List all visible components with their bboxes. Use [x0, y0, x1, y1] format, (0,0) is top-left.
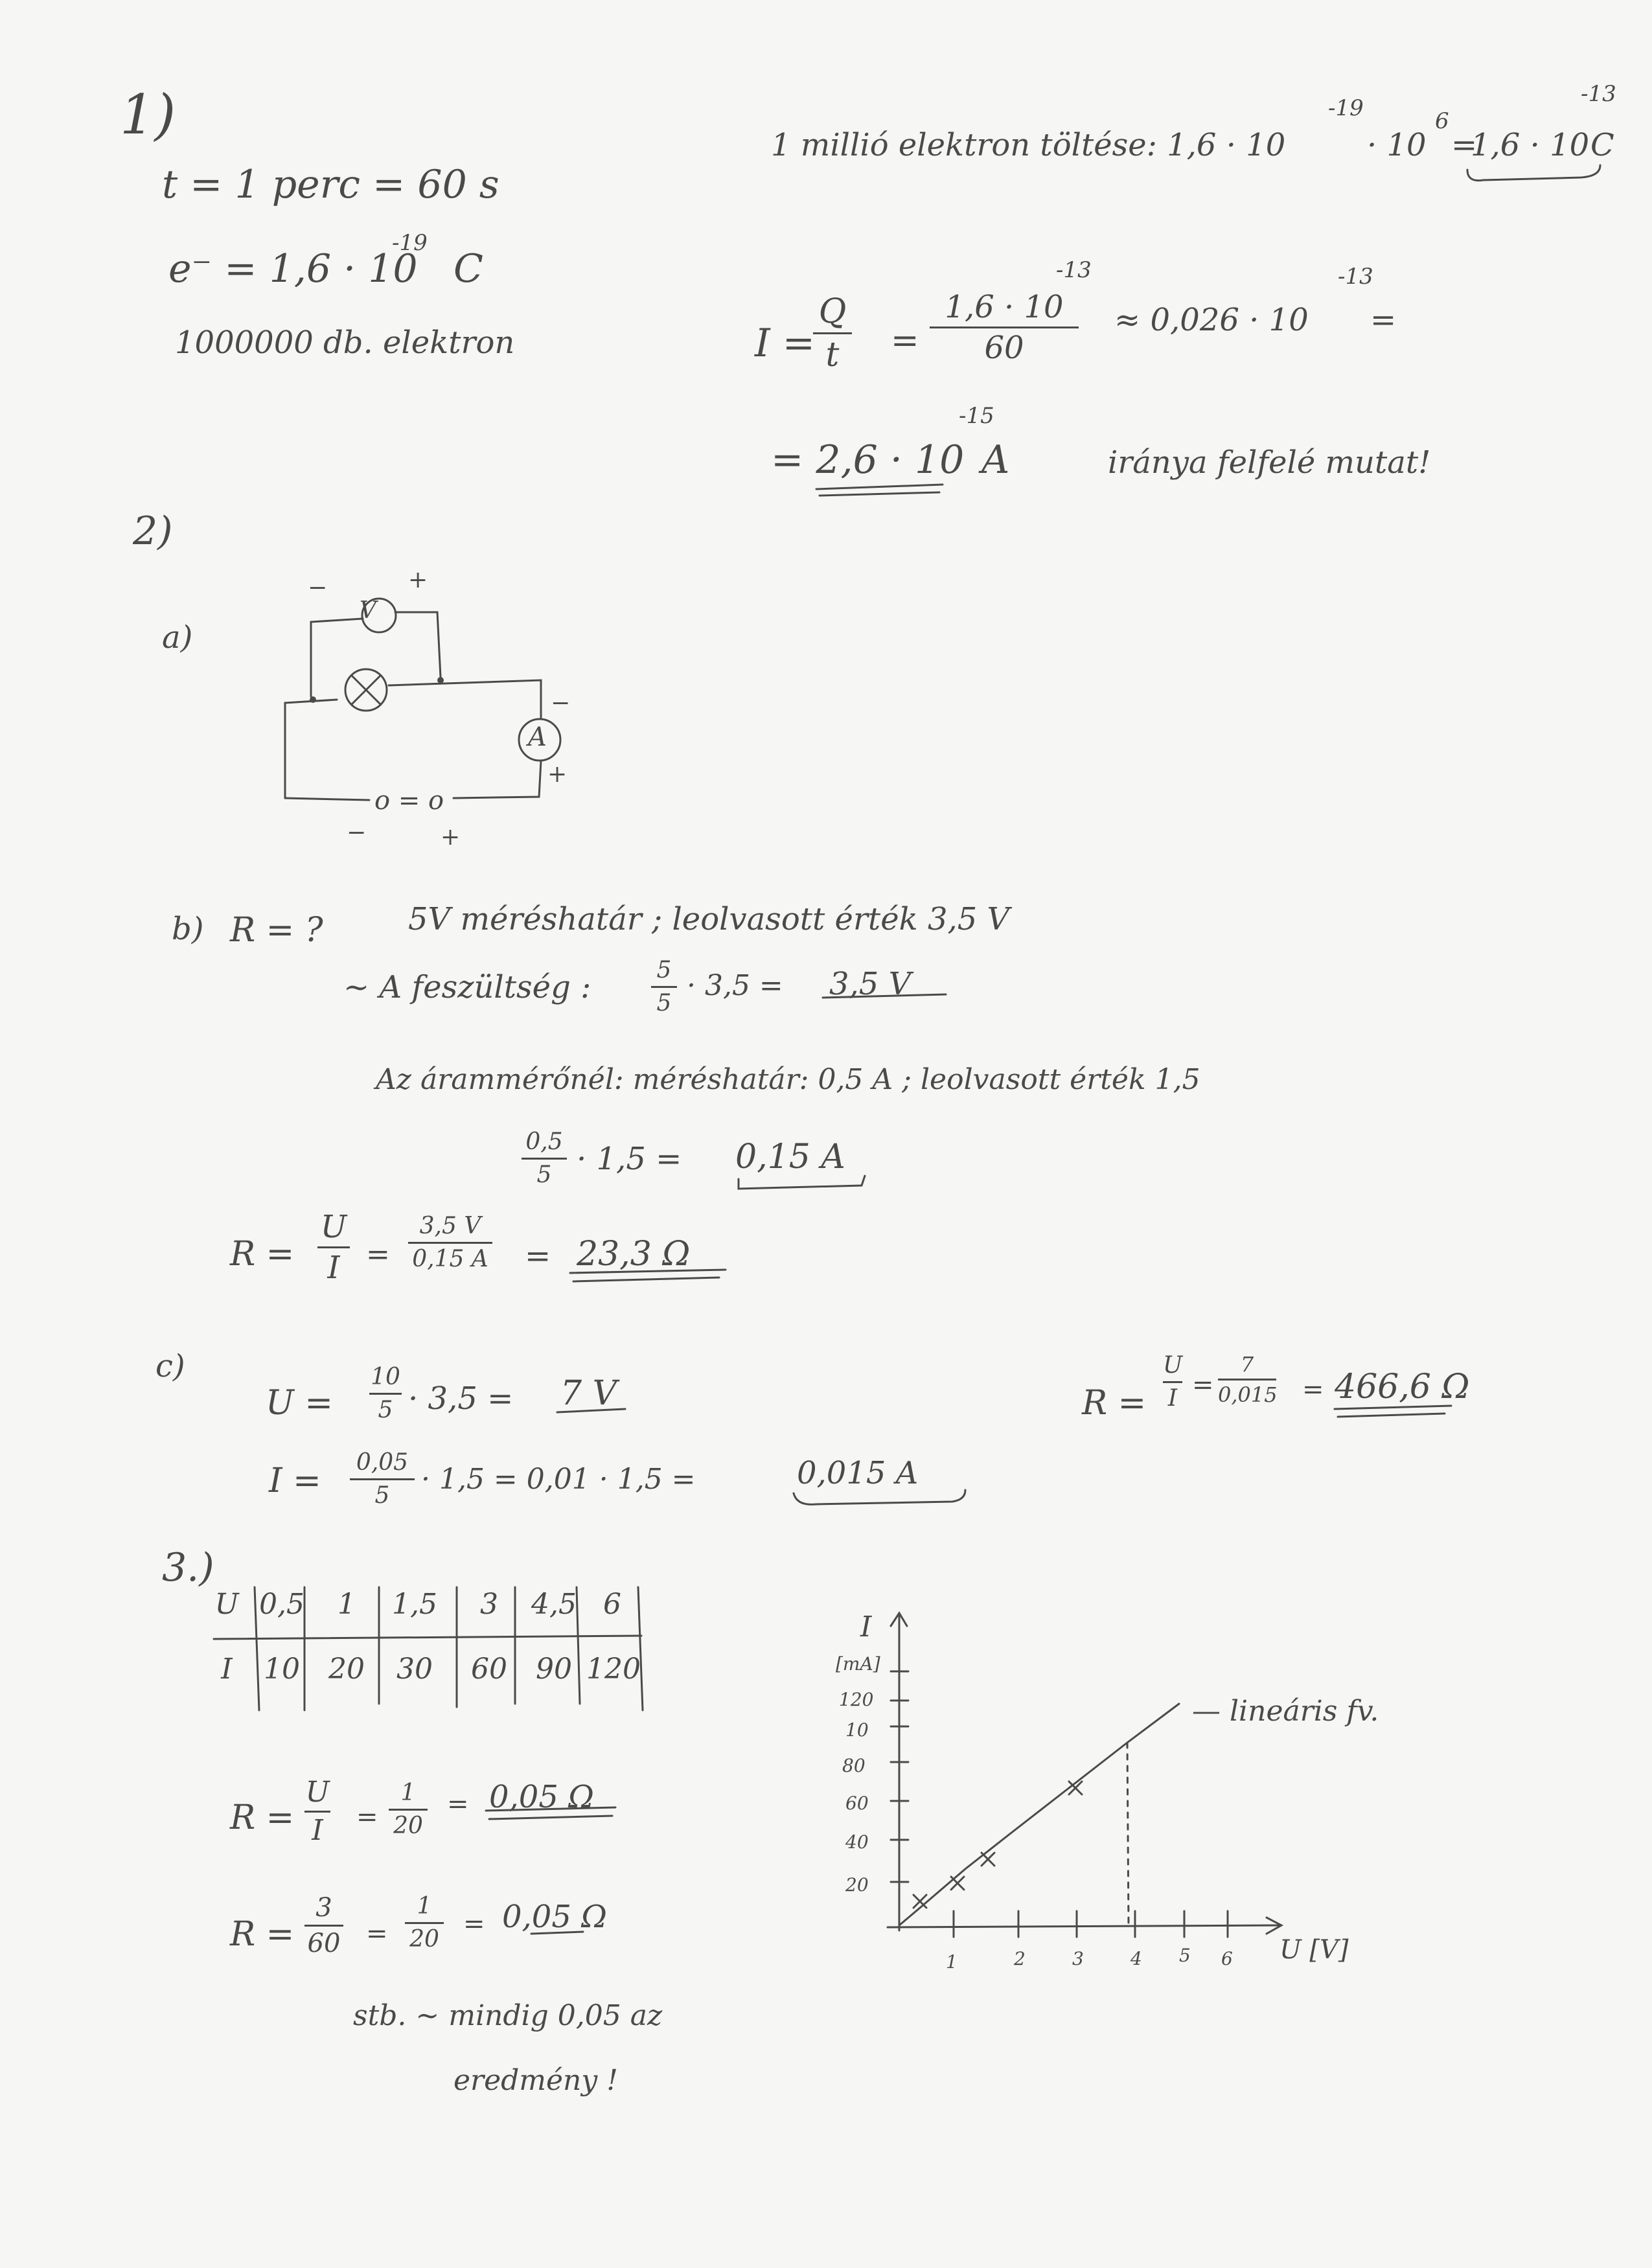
r2-equals-2: =	[463, 1909, 485, 1939]
electron-count-line: 1000000 db. elektron	[175, 325, 515, 361]
c-current-lhs: I =	[269, 1461, 321, 1500]
graph-y-tick: 10	[845, 1719, 869, 1741]
r2-lhs: R =	[230, 1915, 295, 1954]
c-voltage-calc: · 3,5 =	[408, 1380, 514, 1417]
voltage-result: 3,5 V	[829, 966, 912, 1002]
circuit-wire	[285, 798, 369, 800]
current-result-underline	[816, 485, 943, 489]
ammeter-symbol: A	[528, 722, 547, 752]
table-col-divider	[638, 1587, 643, 1710]
resistance-underline-2	[573, 1277, 719, 1281]
approx-exp: -13	[1338, 264, 1373, 290]
data-point-cross	[913, 1895, 926, 1908]
voltmeter-minus: −	[308, 575, 328, 601]
current-result-unit: A	[981, 437, 1010, 483]
total-charge-equals: =	[1451, 127, 1478, 163]
c-resistance-underline-2	[1338, 1414, 1445, 1417]
conclusion-line-2: eredmény !	[453, 2064, 618, 2097]
resistance-den: 0,15 A	[412, 1246, 488, 1272]
electron-charge-unit: C	[453, 246, 483, 292]
current-result: = 2,6 · 10	[771, 437, 965, 483]
resistance-lhs: R =	[230, 1235, 295, 1274]
current-result-exp: -15	[959, 403, 994, 429]
r1-result: 0,05 Ω	[489, 1779, 594, 1815]
c-resistance-result: 466,6 Ω	[1335, 1368, 1470, 1406]
total-charge-result: 1,6 · 10	[1471, 127, 1590, 163]
resistance-underline	[570, 1270, 726, 1273]
c-resistance-underline	[1335, 1406, 1451, 1409]
table-i-cell: 10	[264, 1653, 300, 1686]
total-charge-exp2: 6	[1435, 108, 1449, 134]
table-u-cell: 0,5	[259, 1588, 304, 1621]
graph-curve-label: — lineáris fv.	[1192, 1695, 1379, 1728]
graph-y-tick: 120	[839, 1689, 874, 1710]
r1-num: 1	[400, 1780, 416, 1806]
c-current-calc: · 1,5 = 0,01 · 1,5 =	[421, 1463, 696, 1496]
voltage-label: ~ A feszültség :	[343, 969, 591, 1005]
voltage-symbol: U	[320, 1209, 347, 1245]
resistance-equals-2: =	[525, 1238, 551, 1274]
graph-y-unit: [mA]	[836, 1653, 880, 1675]
r2-result-underline	[531, 1932, 583, 1934]
r2-den: 60	[307, 1929, 341, 1958]
current-b-underline	[739, 1176, 865, 1189]
problem-2-number: 2)	[133, 509, 173, 554]
current-fraction-numerator: 1,6 · 10	[945, 289, 1064, 325]
table-u-cell: 1	[338, 1588, 356, 1621]
circuit-wire	[389, 680, 541, 719]
graph-x-axis	[888, 1925, 1279, 1927]
table-header-i: I	[221, 1653, 233, 1686]
graph-y-tick: 20	[845, 1874, 869, 1896]
total-charge-result-unit: C	[1590, 127, 1614, 163]
c-resistance-equals-2: =	[1302, 1375, 1324, 1404]
electron-charge-line: e⁻ = 1,6 · 10	[168, 246, 418, 292]
current-symbol: I	[1167, 1385, 1178, 1412]
graph-x-ticks	[954, 1911, 1228, 1937]
part-c-label: c)	[155, 1348, 185, 1384]
total-charge-underline	[1467, 165, 1600, 181]
resistance-equals: =	[366, 1238, 390, 1271]
total-charge-result-exp: -13	[1581, 81, 1616, 107]
graph-x-axis-label: U [V]	[1279, 1935, 1349, 1965]
voltage-symbol: U	[305, 1776, 330, 1809]
current-result-b: 0,15 A	[735, 1138, 845, 1176]
graph-x-tick: 3	[1072, 1948, 1084, 1969]
r1-result-underline-2	[489, 1816, 612, 1819]
r1-equals: =	[356, 1802, 378, 1832]
graph-x-tick: 5	[1179, 1945, 1191, 1966]
voltage-ratio-num: 5	[656, 957, 672, 983]
table-u-cell: 3	[480, 1588, 498, 1621]
table-i-cell: 20	[328, 1653, 365, 1686]
r2-equals: =	[366, 1919, 388, 1949]
current-lhs: I =	[755, 321, 816, 366]
c-resistance-lhs: R =	[1082, 1384, 1147, 1423]
table-i-cell: 30	[396, 1653, 433, 1686]
conclusion-line-1: stb. ~ mindig 0,05 az	[353, 1999, 663, 2032]
charge-symbol: Q	[818, 292, 847, 331]
junction-dot	[310, 696, 316, 703]
current-ratio-den: 5	[536, 1162, 552, 1188]
current-ratio-num: 0,5	[525, 1128, 563, 1155]
current-fraction-exp: -13	[1056, 257, 1092, 283]
circuit-wire	[285, 700, 337, 798]
direction-note: iránya felfelé mutat!	[1108, 444, 1431, 481]
lamp-cross	[352, 676, 380, 704]
r1-equals-2: =	[447, 1789, 469, 1819]
table-u-cell: 4,5	[531, 1588, 577, 1621]
resistance-result: 23,3 Ω	[577, 1235, 691, 1274]
c-voltage-ratio-den: 5	[378, 1397, 393, 1423]
graph-projection-line	[1127, 1743, 1129, 1924]
circuit-diagram	[285, 599, 560, 800]
table-u-cell: 1,5	[392, 1588, 437, 1621]
ammeter-reading-line: Az árammérőnél: méréshatár: 0,5 A ; leolvasott érték 1,5	[376, 1063, 1200, 1096]
source-plus: +	[441, 824, 461, 851]
voltage-calc: · 3,5 =	[687, 969, 783, 1002]
voltmeter-plus: +	[408, 567, 428, 593]
voltmeter-circle	[362, 599, 396, 632]
r2-result: 0,05 Ω	[502, 1899, 607, 1935]
table-col-divider	[255, 1587, 259, 1710]
approx-equals: =	[1370, 302, 1397, 338]
voltage-symbol: U	[1163, 1352, 1183, 1379]
graph-x-tick: 4	[1130, 1948, 1142, 1969]
r1-den: 20	[393, 1813, 423, 1839]
c-voltage-ratio-num: 10	[371, 1364, 400, 1390]
voltmeter-reading-line: 5V méréshatár ; leolvasott érték 3,5 V	[408, 901, 1010, 937]
junction-dot	[437, 677, 444, 683]
iu-graph	[888, 1613, 1281, 1937]
table-i-cell: 60	[471, 1653, 507, 1686]
c-current-result: 0,015 A	[797, 1455, 919, 1491]
part-b-question: R = ?	[230, 911, 323, 950]
voltage-result-underline	[823, 994, 946, 998]
part-a-label: a)	[162, 619, 193, 656]
graph-y-tick: 80	[842, 1755, 866, 1776]
table-col-divider	[577, 1587, 580, 1704]
current-result-underline-2	[820, 492, 939, 496]
graph-y-axis-label: I	[860, 1610, 872, 1644]
c-resistance-num: 7	[1240, 1352, 1254, 1377]
graph-x-tick: 2	[1014, 1948, 1026, 1969]
graph-y-tick: 60	[845, 1793, 869, 1814]
table-i-cell: 120	[586, 1653, 641, 1686]
c-current-ratio-den: 5	[374, 1482, 390, 1509]
voltage-ratio-den: 5	[656, 990, 672, 1016]
data-table-grid	[214, 1587, 643, 1710]
current-fraction-denominator: 60	[984, 330, 1024, 366]
current-calc: · 1,5 =	[577, 1141, 682, 1177]
data-point-cross	[951, 1877, 964, 1890]
c-voltage-lhs: U =	[266, 1384, 333, 1423]
table-header-u: U	[214, 1588, 239, 1621]
data-point-cross	[981, 1853, 994, 1866]
c-resistance-equals: =	[1192, 1370, 1214, 1400]
table-u-cell: 6	[603, 1588, 621, 1621]
r2-num: 3	[315, 1893, 332, 1923]
c-current-ratio-num: 0,05	[356, 1449, 409, 1476]
time-symbol: t	[825, 336, 840, 374]
graph-x-tick: 1	[946, 1951, 958, 1973]
current-symbol: I	[327, 1250, 340, 1286]
total-charge-line: 1 millió elektron töltése: 1,6 · 10	[771, 127, 1286, 163]
voltmeter-symbol: V	[360, 597, 376, 624]
circuit-wire	[395, 612, 441, 677]
ammeter-circle	[519, 719, 560, 761]
source-symbol: o = o	[374, 786, 444, 816]
table-i-cell: 90	[536, 1653, 572, 1686]
c-current-underline	[794, 1490, 965, 1504]
ammeter-minus: −	[551, 690, 571, 716]
total-charge-mid: · 10	[1367, 127, 1427, 163]
graph-y-tick: 40	[845, 1831, 869, 1853]
current-symbol: I	[312, 1814, 323, 1847]
problem-3-number: 3.)	[162, 1545, 214, 1590]
problem-1-number: 1)	[120, 83, 176, 146]
r1-lhs: R =	[230, 1798, 295, 1837]
circuit-wire	[311, 619, 363, 696]
c-resistance-den: 0,015	[1218, 1382, 1278, 1407]
source-minus: −	[347, 819, 367, 846]
total-charge-exp1: -19	[1328, 95, 1364, 121]
c-voltage-result: 7 V	[560, 1374, 617, 1413]
resistance-num: 3,5 V	[419, 1213, 481, 1239]
approx-value: ≈ 0,026 · 10	[1114, 302, 1309, 338]
time-line: t = 1 perc = 60 s	[162, 162, 499, 207]
current-equals: =	[891, 321, 919, 360]
graph-x-tick: 6	[1221, 1948, 1233, 1969]
ammeter-plus: +	[547, 761, 568, 788]
r2-simplified-den: 20	[409, 1926, 439, 1953]
part-b-label: b)	[172, 911, 204, 947]
circuit-wire	[453, 761, 541, 798]
c-voltage-underline	[557, 1409, 625, 1412]
linear-curve	[899, 1704, 1179, 1925]
electron-charge-exponent: -19	[392, 230, 428, 256]
r2-simplified-num: 1	[417, 1893, 432, 1919]
r1-result-underline	[486, 1807, 615, 1811]
